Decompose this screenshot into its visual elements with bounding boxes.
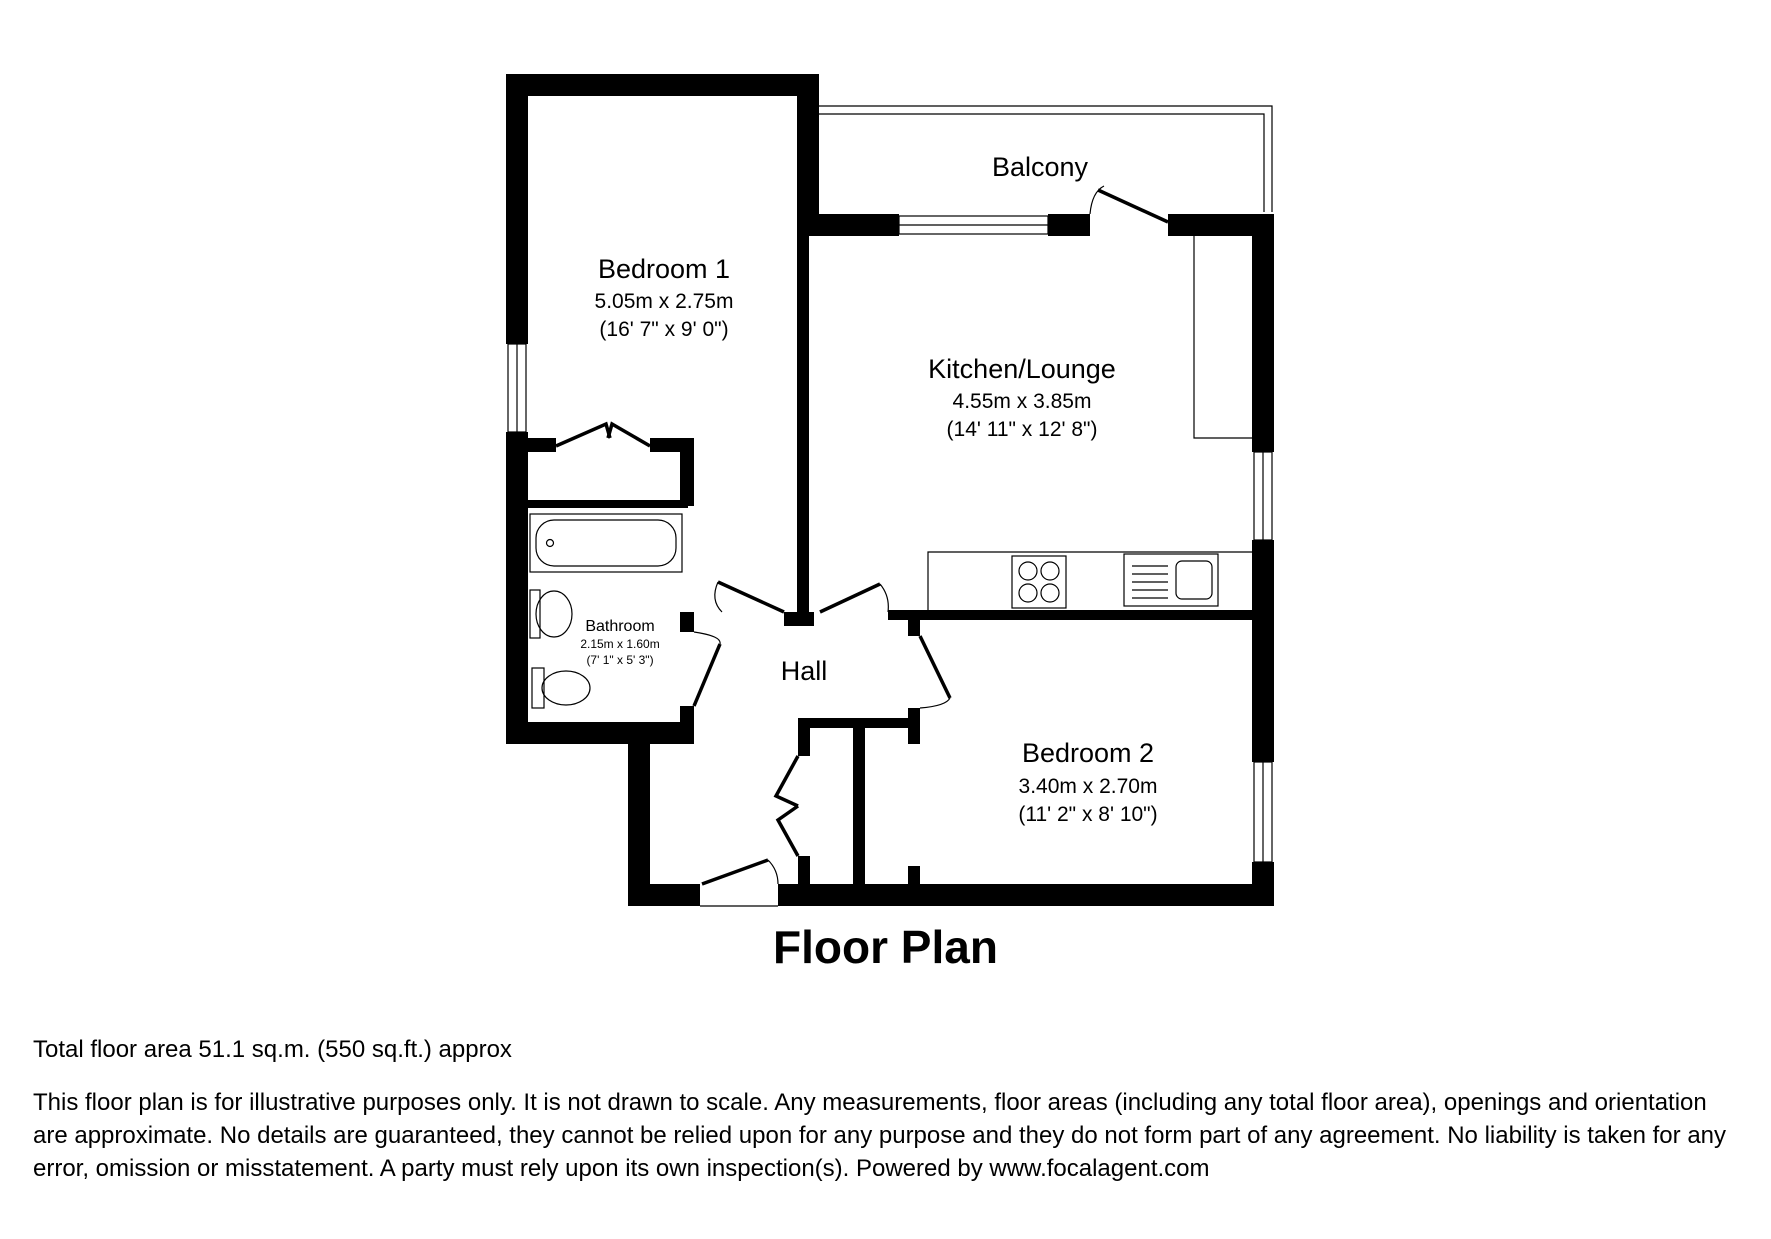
kitchen-lounge-imperial: (14' 11" x 12' 8"): [946, 418, 1098, 441]
hall-name: Hall: [780, 656, 828, 686]
kitchen-lounge-name: Kitchen/Lounge: [928, 354, 1116, 384]
bedroom-2-imperial: (11' 2" x 8' 10"): [1018, 803, 1158, 826]
bathroom-imperial: (7' 1" x 5' 3"): [586, 653, 654, 667]
balcony-label: [992, 152, 1089, 182]
bathroom-fixtures: [530, 514, 682, 708]
bedroom-1-metric: 5.05m x 2.75m: [594, 290, 734, 313]
bedroom-2-label: [1018, 738, 1157, 826]
walls: [506, 74, 1274, 906]
bedroom-1-label: [595, 254, 734, 341]
kitchen-lounge-label: [928, 354, 1116, 441]
floor-plan-caption: Floor Plan: [773, 921, 998, 973]
bedroom-2-name: Bedroom 2: [1021, 738, 1155, 768]
bedroom-2-metric: 3.40m x 2.70m: [1018, 775, 1158, 798]
hall-label: [781, 656, 828, 686]
bedroom-1-imperial: (16' 7" x 9' 0"): [599, 318, 729, 341]
total-floor-area: Total floor area 51.1 sq.m. (550 sq.ft.) approx: [33, 1036, 512, 1063]
bathroom-metric: 2.15m x 1.60m: [580, 637, 660, 651]
bedroom-1-name: Bedroom 1: [597, 254, 731, 284]
bathroom-name: Bathroom: [585, 618, 655, 635]
bathroom-label: [580, 618, 659, 667]
disclaimer-text: This floor plan is for illustrative purposes only. It is not drawn to scale. Any measurements, floor areas (including any total floor area), openings and orientation are approximate. No details are guaranteed, they cannot be relied upon for any purpose and they do not form part of any agreement. No liability is taken for any error, omission or misstatement. A party must rely upon its own inspection(s). Powered by www.focalagent.com: [33, 1089, 1727, 1182]
balcony-name: Balcony: [991, 152, 1089, 182]
kitchen-lounge-metric: 4.55m x 3.85m: [952, 390, 1092, 413]
